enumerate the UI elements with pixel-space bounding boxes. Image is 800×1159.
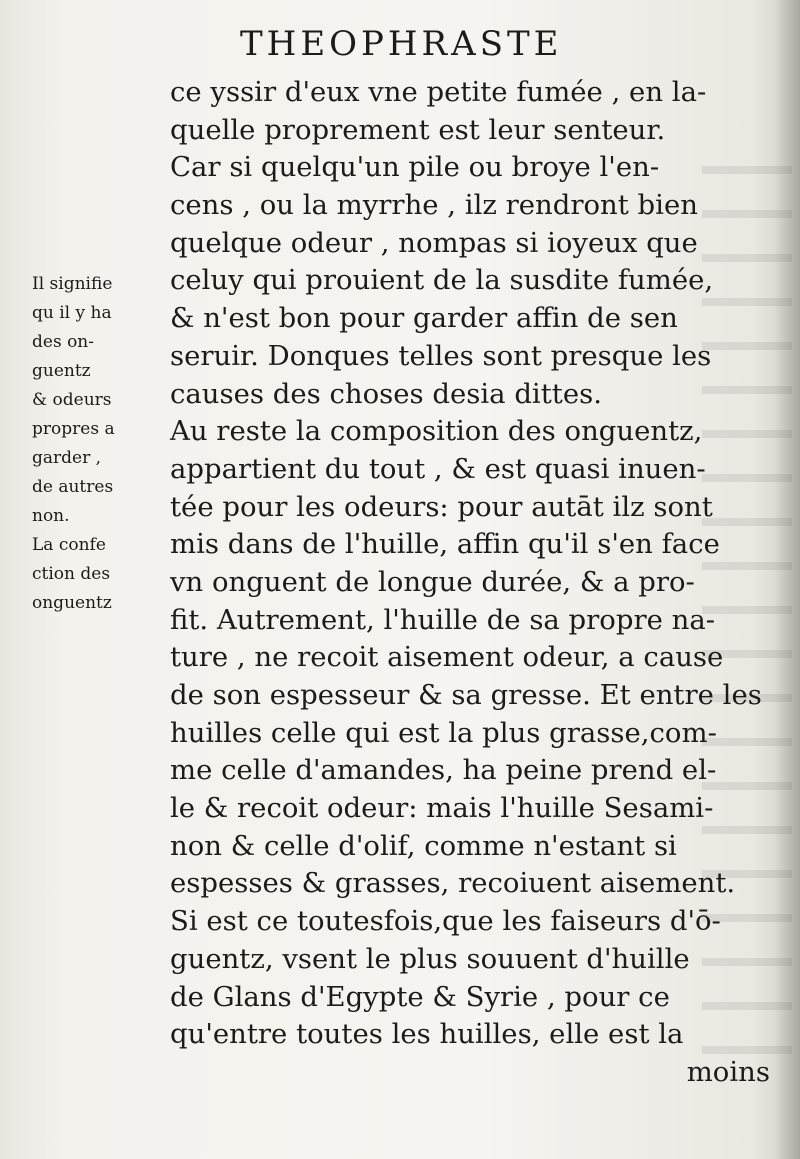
text-line: causes des choses desia dittes. <box>170 377 602 410</box>
catchword: moins <box>686 1055 770 1088</box>
margin-note-line: Il signifie <box>32 274 113 294</box>
margin-note-line: de autres <box>32 477 114 497</box>
margin-note-line: propres a <box>32 419 115 439</box>
text-line: guentz, vsent le plus souuent d'huille <box>170 942 690 975</box>
text-line: me celle d'amandes, ha peine prend el- <box>170 754 717 787</box>
text-line: qu'entre toutes les huilles, elle est la <box>170 1018 684 1051</box>
text-line: cens , ou la myrrhe , ilz rendront bien <box>170 189 698 222</box>
text-line: mis dans de l'huille, affin qu'il s'en face <box>170 528 720 561</box>
text-line: huilles celle qui est la plus grasse,com- <box>170 716 717 749</box>
text-line: le & recoit odeur: mais l'huille Sesami- <box>170 792 714 825</box>
margin-note-line: La confe <box>32 535 106 555</box>
text-line: de son espesseur & sa gresse. Et entre les <box>170 679 762 711</box>
text-line: quelque odeur , nompas si ioyeux que <box>170 226 698 259</box>
text-line: quelle proprement est leur senteur. <box>170 113 666 146</box>
text-line: de Glans d'Egypte & Syrie , pour ce <box>170 980 670 1013</box>
body-text <box>170 74 770 1092</box>
margin-note-line: non. <box>32 506 70 526</box>
text-line: espesses & grasses, recoiuent aisement. <box>170 867 736 900</box>
text-line: celuy qui prouient de la susdite fumée, <box>170 264 714 297</box>
margin-notes <box>32 270 162 618</box>
text-line: Si est ce toutesfois,que les faiseurs d'ō- <box>170 905 721 938</box>
margin-note-line: ction des <box>32 564 111 584</box>
margin-note-line: qu il y ha <box>32 303 112 323</box>
text-line: & n'est bon pour garder affin de sen <box>170 302 678 335</box>
text-line: ce yssir d'eux vne petite fumée , en la- <box>170 76 707 108</box>
margin-note-line: onguentz <box>32 593 112 613</box>
running-head: THEOPHRASTE <box>240 24 563 64</box>
margin-note-line: garder , <box>32 448 102 468</box>
text-line: ture , ne recoit aisement odeur, a cause <box>170 641 724 674</box>
text-line: tée pour les odeurs: pour autāt ilz sont <box>170 490 713 523</box>
margin-note-line: guentz <box>32 361 91 381</box>
text-line: Au reste la composition des onguentz, <box>170 415 703 448</box>
margin-note-line: & odeurs <box>32 390 112 410</box>
text-line: appartient du tout , & est quasi inuen- <box>170 452 706 485</box>
page-edge-shadow <box>774 0 800 1159</box>
text-line: fit. Autrement, l'huille de sa propre na- <box>170 603 716 636</box>
text-line: Car si quelqu'un pile ou broye l'en- <box>170 151 660 184</box>
text-line: vn onguent de longue durée, & a pro- <box>170 565 695 598</box>
margin-note-line: des on- <box>32 332 94 352</box>
text-line: seruir. Donques telles sont presque les <box>170 339 712 372</box>
text-line: non & celle d'olif, comme n'estant si <box>170 829 677 862</box>
